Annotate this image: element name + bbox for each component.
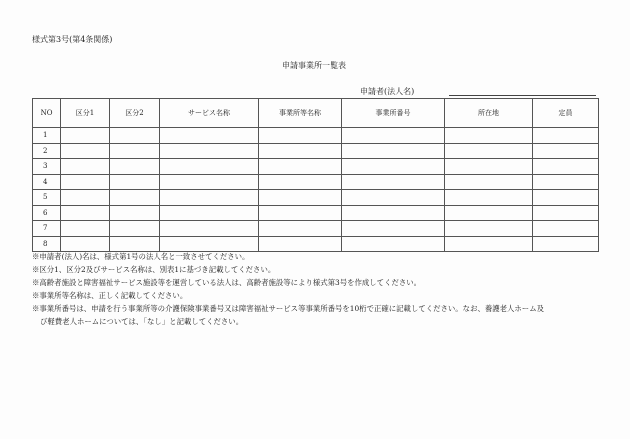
cell-office-name[interactable] <box>259 143 342 159</box>
cell-address[interactable] <box>445 221 533 237</box>
cell-office-number[interactable] <box>342 128 445 144</box>
cell-capacity[interactable] <box>533 159 599 175</box>
table-row <box>33 205 599 221</box>
table-row <box>33 159 599 175</box>
office-list-table <box>32 98 599 252</box>
note-5: ※事業所番号は、申請を行う事業所等の介護保険事業番号又は障害福祉サービス等事業所番号を10桁で正確に記載してください。なお、養護老人ホーム及 <box>32 303 544 313</box>
cell-category1[interactable] <box>61 174 110 190</box>
cell-category2[interactable] <box>110 174 160 190</box>
col-header-service-name: サービス名称 <box>160 99 259 128</box>
col-header-capacity: 定員 <box>533 99 599 128</box>
cell-address[interactable] <box>445 159 533 175</box>
cell-category1[interactable] <box>61 159 110 175</box>
col-header-no: NO <box>33 99 61 128</box>
cell-office-number[interactable] <box>342 236 445 252</box>
cell-no: 5 <box>33 190 61 206</box>
cell-category2[interactable] <box>110 221 160 237</box>
cell-capacity[interactable] <box>533 190 599 206</box>
applicant-name-field[interactable] <box>449 95 596 96</box>
notes <box>32 251 622 328</box>
cell-no: 8 <box>33 236 61 252</box>
table-row <box>33 174 599 190</box>
cell-service-name[interactable] <box>160 174 259 190</box>
cell-capacity[interactable] <box>533 143 599 159</box>
cell-category2[interactable] <box>110 128 160 144</box>
table-row <box>33 236 599 252</box>
cell-service-name[interactable] <box>160 128 259 144</box>
cell-address[interactable] <box>445 205 533 221</box>
col-header-category1: 区分1 <box>61 99 110 128</box>
cell-category2[interactable] <box>110 236 160 252</box>
note-4: ※事業所等名称は、正しく記載してください。 <box>32 290 188 300</box>
cell-category1[interactable] <box>61 128 110 144</box>
cell-category2[interactable] <box>110 143 160 159</box>
cell-office-name[interactable] <box>259 128 342 144</box>
cell-office-number[interactable] <box>342 190 445 206</box>
form-number: 様式第3号(第4条関係) <box>32 35 113 44</box>
table-header-row <box>33 99 599 128</box>
cell-no: 2 <box>33 143 61 159</box>
cell-capacity[interactable] <box>533 128 599 144</box>
cell-capacity[interactable] <box>533 205 599 221</box>
cell-category1[interactable] <box>61 221 110 237</box>
cell-category1[interactable] <box>61 143 110 159</box>
cell-no: 1 <box>33 128 61 144</box>
cell-office-number[interactable] <box>342 174 445 190</box>
page-title: 申請事業所一覧表 <box>282 61 346 70</box>
cell-address[interactable] <box>445 236 533 252</box>
cell-category1[interactable] <box>61 236 110 252</box>
cell-office-name[interactable] <box>259 159 342 175</box>
note-3: ※高齢者施設と障害福祉サービス施設等を運営している法人は、高齢者施設等により様式第3号を作成してください。 <box>32 277 422 287</box>
cell-office-number[interactable] <box>342 143 445 159</box>
cell-no: 7 <box>33 221 61 237</box>
cell-no: 4 <box>33 174 61 190</box>
cell-service-name[interactable] <box>160 236 259 252</box>
note-5-continued: び軽費老人ホームについては、「なし」と記載してください。 <box>40 316 244 326</box>
table-row <box>33 221 599 237</box>
cell-office-number[interactable] <box>342 221 445 237</box>
applicant-label: 申請者(法人名) <box>360 87 415 96</box>
table-row <box>33 190 599 206</box>
cell-service-name[interactable] <box>160 190 259 206</box>
cell-no: 3 <box>33 159 61 175</box>
cell-service-name[interactable] <box>160 143 259 159</box>
cell-office-number[interactable] <box>342 159 445 175</box>
cell-category1[interactable] <box>61 190 110 206</box>
cell-address[interactable] <box>445 128 533 144</box>
col-header-office-name: 事業所等名称 <box>259 99 342 128</box>
col-header-category2: 区分2 <box>110 99 160 128</box>
cell-category1[interactable] <box>61 205 110 221</box>
note-1: ※申請者(法人)名は、様式第1号の法人名と一致させてください。 <box>32 252 250 261</box>
table-row <box>33 128 599 144</box>
cell-address[interactable] <box>445 190 533 206</box>
cell-service-name[interactable] <box>160 205 259 221</box>
cell-capacity[interactable] <box>533 221 599 237</box>
cell-office-name[interactable] <box>259 221 342 237</box>
cell-office-name[interactable] <box>259 174 342 190</box>
table-row <box>33 143 599 159</box>
cell-office-name[interactable] <box>259 236 342 252</box>
cell-service-name[interactable] <box>160 159 259 175</box>
col-header-address: 所在地 <box>445 99 533 128</box>
col-header-office-number: 事業所番号 <box>342 99 445 128</box>
cell-office-number[interactable] <box>342 205 445 221</box>
cell-office-name[interactable] <box>259 190 342 206</box>
cell-category2[interactable] <box>110 205 160 221</box>
cell-service-name[interactable] <box>160 221 259 237</box>
cell-capacity[interactable] <box>533 174 599 190</box>
cell-address[interactable] <box>445 174 533 190</box>
cell-office-name[interactable] <box>259 205 342 221</box>
cell-category2[interactable] <box>110 190 160 206</box>
cell-category2[interactable] <box>110 159 160 175</box>
cell-capacity[interactable] <box>533 236 599 252</box>
note-2: ※区分1、区分2及びサービス名称は、別表1に基づき記載してください。 <box>32 264 276 274</box>
cell-no: 6 <box>33 205 61 221</box>
cell-address[interactable] <box>445 143 533 159</box>
